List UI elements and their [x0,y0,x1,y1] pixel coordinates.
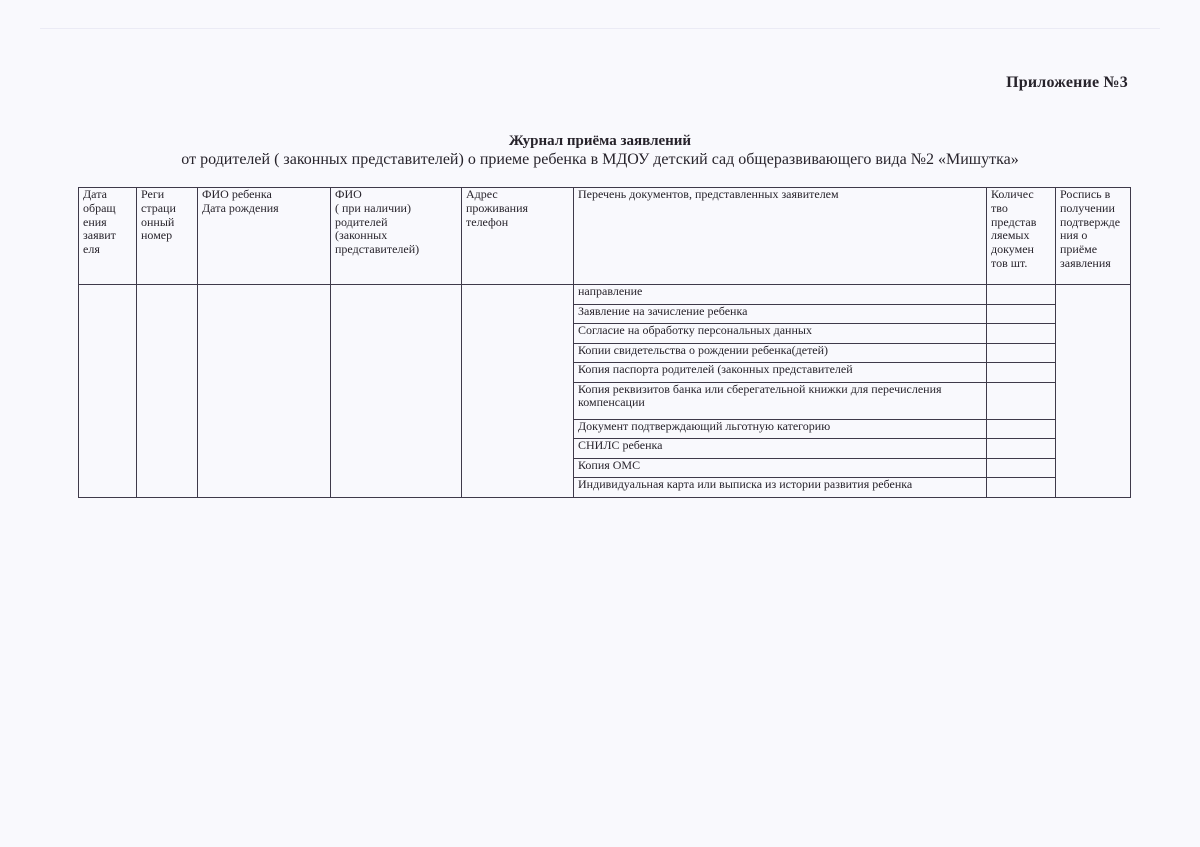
journal-table [78,187,1131,498]
header-count: Количес тво представ ляемых докумен тов шт. [987,188,1056,285]
header-child-name: ФИО ребенка Дата рождения [198,188,331,285]
document-item: Копия паспорта родителей (законных представителей [574,363,987,383]
count-cell [987,419,1056,439]
count-cell [987,382,1056,419]
scan-ruling [40,28,1160,29]
table-row [79,285,1131,305]
document-item: Копия ОМС [574,458,987,478]
count-cell [987,439,1056,459]
appendix-label: Приложение №3 [1006,74,1128,91]
count-cell [987,478,1056,498]
document-item: Индивидуальная карта или выписка из истории развития ребенка [574,478,987,498]
header-documents: Перечень документов, представленных заявителем [574,188,987,285]
journal-title: Журнал приёма заявлений [508,133,692,149]
count-cell [987,304,1056,324]
cell-child-name [198,285,331,498]
header-reg-number: Реги страци онный номер [137,188,198,285]
header-date: Дата обращ ения заявит еля [79,188,137,285]
document-item: направление [574,285,987,305]
cell-signature [1056,285,1131,498]
document-item: Согласие на обработку персональных данных [574,324,987,344]
document-item: Копии свидетельства о рождении ребенка(детей) [574,343,987,363]
document-item: Копия реквизитов банка или сберегательной книжки для перечисления компенсации [574,382,987,419]
count-cell [987,285,1056,305]
count-cell [987,363,1056,383]
document-item: Документ подтверждающий льготную категорию [574,419,987,439]
document-item: Заявление на зачисление ребенка [574,304,987,324]
document-item: СНИЛС ребенка [574,439,987,459]
cell-parent-name [331,285,462,498]
cell-address [462,285,574,498]
journal-subtitle: от родителей ( законных представителей) о приеме ребенка в МДОУ детский сад общеразвивающего вида №2 «Мишутка» [181,151,1019,168]
header-row [79,188,1131,285]
cell-date [79,285,137,498]
count-cell [987,458,1056,478]
header-parent-name: ФИО ( при наличии) родителей (законных представителей) [331,188,462,285]
count-cell [987,324,1056,344]
header-address: Адрес проживания телефон [462,188,574,285]
header-signature: Роспись в получении подтвержде ния о приёме заявления [1056,188,1131,285]
count-cell [987,343,1056,363]
cell-reg-number [137,285,198,498]
